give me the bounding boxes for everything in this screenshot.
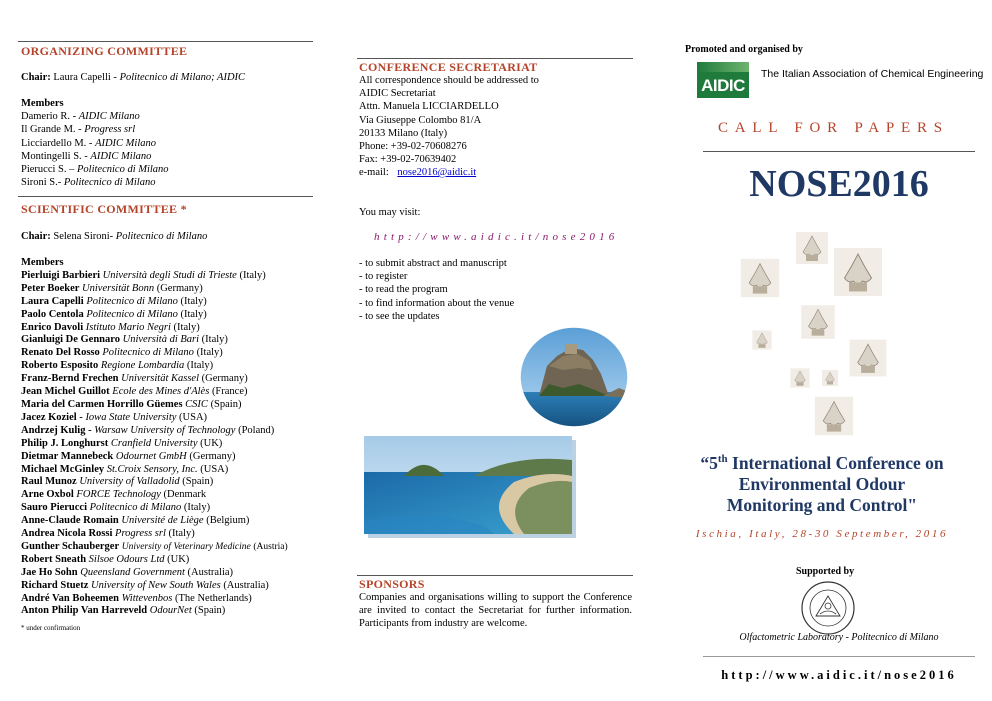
task-item: - to register: [359, 271, 408, 283]
conference-title-line3: Monitoring and Control": [726, 494, 918, 515]
member-affiliation: Politecnico di Milano: [89, 502, 182, 514]
scientific-member: [21, 605, 288, 618]
organizing-member: [21, 137, 169, 150]
scientific-member: [21, 347, 288, 360]
conference-title-line2: Environmental Odour: [738, 473, 906, 494]
secretariat-line: Via Giuseppe Colombo 81/A: [359, 114, 482, 126]
member-country: (Italy): [186, 360, 214, 372]
member-affiliation: St.Croix Sensory, Inc.: [106, 463, 198, 475]
member-affiliation: Iowa State University: [85, 411, 177, 423]
member-country: (USA): [200, 463, 229, 475]
member-name: Gianluigi De Gennaro: [21, 334, 120, 346]
member-name: Richard Stuetz: [21, 579, 89, 591]
secretariat-email: [359, 166, 476, 179]
member-affiliation: OdourNet: [149, 605, 192, 617]
member-affiliation: Universität Bonn: [82, 282, 155, 294]
member-name: Montingelli S. -: [21, 150, 88, 162]
member-name: Peter Boeker: [21, 282, 80, 294]
footnote: * under confirmation: [21, 624, 81, 632]
scientific-member: [21, 541, 288, 554]
member-country: (Australia): [223, 579, 269, 591]
member-affiliation: Progress srl: [84, 124, 136, 136]
members-label: Members: [21, 257, 64, 268]
scientific-member: [21, 334, 288, 347]
chair-name: Laura Capelli -: [53, 72, 117, 83]
member-country: (USA): [179, 411, 208, 423]
member-name: Jean Michel Guillot: [21, 386, 110, 398]
scientific-member: [21, 386, 288, 399]
member-affiliation: Université de Liège: [121, 515, 204, 527]
call-for-papers: CALL FOR PAPERS: [718, 120, 949, 136]
nose-sculpture: [801, 305, 835, 339]
member-country: (Italy): [180, 295, 207, 307]
scientific-member: [21, 515, 288, 528]
scientific-member: [21, 399, 288, 412]
conference-title: [664, 449, 980, 516]
nose-sculpture: [796, 232, 828, 264]
members-label: Members: [21, 98, 64, 109]
promoted-by: Promoted and organised by: [685, 44, 803, 55]
nose-sculpture: [752, 330, 771, 349]
scientific-member: [21, 309, 288, 322]
member-country: (Austria): [253, 541, 288, 552]
scientific-member: [21, 373, 288, 386]
member-affiliation: Politecnico di Milano: [63, 177, 156, 189]
member-affiliation: FORCE Technology: [76, 489, 161, 501]
conference-name: NOSE2016: [749, 163, 929, 205]
member-affiliation: University of Valladolid: [79, 476, 180, 488]
member-name: Sironi S.-: [21, 177, 62, 189]
secretariat-address: [359, 74, 539, 166]
member-name: Philip J. Longhurst: [21, 437, 109, 449]
castle-photo: [519, 326, 629, 428]
member-name: Pierluigi Barbieri: [21, 269, 101, 281]
member-affiliation: Wittevenbos: [121, 592, 173, 604]
scientific-member: [21, 270, 288, 283]
scientific-member: [21, 567, 288, 580]
task-item: - to read the program: [359, 284, 448, 296]
member-country: (Italy): [201, 334, 228, 346]
member-name: Sauro Pierucci: [21, 502, 88, 514]
secretariat-line: All correspondence should be addressed to: [359, 75, 539, 86]
scientific-member: [21, 425, 288, 438]
organizing-member: [21, 123, 169, 136]
location-dates: Ischia, Italy, 28-30 September, 2016: [695, 528, 949, 540]
scientific-members: [21, 257, 288, 618]
nose-sculptures-image: [740, 228, 920, 440]
nose-sculpture: [850, 340, 887, 377]
nose-sculpture: [741, 259, 779, 297]
member-country: (Denmark: [163, 489, 207, 501]
member-affiliation: Regione Lombardia: [100, 360, 185, 372]
task-item: - to see the updates: [359, 310, 440, 322]
member-name: Jae Ho Sohn: [21, 566, 78, 578]
chair-affiliation: Politecnico di Milano: [115, 231, 208, 242]
scientific-member: [21, 451, 288, 464]
scientific-member: [21, 528, 288, 541]
organizing-member: [21, 150, 169, 163]
organizing-member: [21, 163, 169, 176]
member-country: (Spain): [210, 398, 242, 410]
sponsors-title: SPONSORS: [359, 577, 425, 591]
scientific-member: [21, 322, 288, 335]
member-country: (Poland): [238, 424, 275, 436]
secretariat-line: Fax: +39-02-70639402: [359, 154, 457, 166]
member-name: Anton Philip Van Harreveld: [21, 605, 148, 617]
member-country: (Italy): [180, 308, 207, 320]
member-name: Andrzej Kulig -: [21, 424, 92, 436]
scientific-member: [21, 580, 288, 593]
logo-caption: The Italian Association of Chemical Engineering: [761, 68, 984, 80]
nose-sculpture: [822, 370, 838, 386]
member-affiliation: University of New South Wales: [91, 579, 221, 591]
member-name: Raul Munoz: [21, 476, 77, 488]
supported-by: Supported by: [796, 566, 855, 577]
scientific-member: [21, 489, 288, 502]
politecnico-seal: [800, 580, 856, 636]
scientific-member: [21, 593, 288, 606]
member-affiliation: Università degli Studi di Trieste: [102, 269, 237, 281]
member-affiliation: Cranfield University: [110, 437, 198, 449]
divider-scientific: [18, 196, 313, 197]
member-name: Gunther Schauberger: [21, 540, 120, 552]
member-name: Arne Oxbol: [21, 489, 74, 501]
member-affiliation: Warsaw University of Technology: [94, 424, 236, 436]
aidic-logo-text: AIDIC: [701, 76, 745, 95]
nose-sculpture: [790, 368, 809, 387]
member-affiliation: Politecnico di Milano: [86, 308, 178, 320]
scientific-member: [21, 438, 288, 451]
member-country: (Spain): [182, 476, 214, 488]
member-name: Maria del Carmen Horrillo Güemes: [21, 398, 183, 410]
member-affiliation: Progress srl: [115, 528, 166, 540]
chair-name: Selena Sironi-: [53, 231, 114, 242]
secretariat-title: CONFERENCE SECRETARIAT: [359, 60, 538, 74]
visit-label: You may visit:: [359, 207, 421, 218]
olfactometric-lab: Olfactometric Laboratory - Politecnico di Milano: [739, 632, 939, 643]
scientific-member: [21, 464, 288, 477]
member-country: (Germany): [189, 450, 236, 462]
visit-url-link[interactable]: http://www.aidic.it/nose2016: [374, 231, 619, 243]
scientific-member: [21, 296, 288, 309]
organizing-chair: [21, 71, 245, 84]
scientific-committee-title: SCIENTIFIC COMMITTEE *: [21, 202, 187, 216]
secretariat-line: Attn. Manuela LICCIARDELLO: [359, 101, 499, 113]
organizing-members: [21, 97, 169, 189]
member-country: (The Netherlands): [175, 592, 252, 604]
member-name: Laura Capelli: [21, 295, 84, 307]
scientific-member: [21, 360, 288, 373]
organizing-committee-title: ORGANIZING COMMITTEE: [21, 44, 188, 58]
member-affiliation: University of Veterinary Medicine: [121, 541, 251, 552]
divider-footer: [703, 656, 975, 657]
member-country: (Germany): [201, 373, 248, 385]
member-affiliation: Istituto Mario Negri: [85, 321, 171, 333]
scientific-member: [21, 554, 288, 567]
member-country: (UK): [200, 437, 223, 449]
member-country: (Belgium): [206, 515, 250, 527]
member-country: (Italy): [183, 502, 211, 514]
secretariat-line: Phone: +39-02-70608276: [359, 141, 467, 153]
member-affiliation: AIDIC Milano: [95, 137, 157, 149]
member-country: (Italy): [173, 321, 200, 333]
chair-label: Chair:: [21, 72, 51, 83]
member-affiliation: Ecole des Mines d'Alès: [112, 386, 210, 398]
member-affiliation: Silsoe Odours Ltd: [88, 553, 165, 565]
member-name: Paolo Centola: [21, 308, 84, 320]
member-affiliation: Politecnico di Milano: [86, 295, 178, 307]
chair-affiliation: Politecnico di Milano; AIDIC: [119, 72, 246, 83]
scientific-member: [21, 412, 288, 425]
chair-label: Chair:: [21, 231, 51, 242]
nose-sculpture: [815, 397, 853, 435]
member-name: Franz-Bernd Frechen: [21, 373, 119, 385]
member-country: (Italy): [168, 528, 195, 540]
scientific-member: [21, 476, 288, 489]
divider-sponsors: [357, 575, 633, 576]
member-country: (Italy): [196, 347, 223, 359]
bay-photo: [364, 436, 576, 538]
divider-secretariat: [357, 58, 633, 59]
organizing-member: [21, 110, 169, 123]
member-affiliation: Queensland Government: [80, 566, 185, 578]
member-affiliation: AIDIC Milano: [78, 111, 140, 123]
secretariat-line: AIDIC Secretariat: [359, 88, 436, 100]
member-name: Anne-Claude Romain: [21, 515, 119, 527]
member-name: Damerio R. -: [21, 111, 77, 123]
member-name: Licciardello M. -: [21, 137, 93, 149]
member-country: (Spain): [194, 605, 226, 617]
aidic-logo: [697, 62, 749, 98]
member-country: (Australia): [187, 566, 234, 578]
tasks-list: [359, 257, 514, 323]
task-item: - to find information about the venue: [359, 297, 515, 309]
conference-title-prefix: “5: [700, 452, 718, 473]
member-name: Andrea Nicola Rossi: [21, 528, 113, 540]
sponsors-text: Companies and organisations willing to support the Conference are invited to contact the Secretariat for further information. Participants from industry are welcome.: [359, 592, 632, 630]
member-name: Pierucci S. –: [21, 164, 75, 176]
member-name: André Van Boheemen: [21, 592, 120, 604]
member-name: Il Grande M. -: [21, 124, 82, 136]
member-affiliation: Universität Kassel: [121, 373, 199, 385]
member-name: Renato Del Rosso: [21, 347, 100, 359]
member-affiliation: Odournet GmbH: [115, 450, 187, 462]
divider-organizing: [18, 41, 313, 42]
member-name: Michael McGinley: [21, 463, 105, 475]
member-country: (France): [211, 386, 248, 398]
email-link[interactable]: nose2016@aidic.it: [397, 167, 477, 178]
email-label: e-mail:: [359, 167, 389, 178]
secretariat-line: 20133 Milano (Italy): [359, 127, 448, 139]
member-affiliation: CSIC: [185, 398, 208, 410]
member-name: Roberto Esposito: [21, 360, 99, 372]
footer-url-link[interactable]: http://www.aidic.it/nose2016: [721, 668, 957, 682]
organizing-member: [21, 176, 169, 189]
member-affiliation: Politecnico di Milano: [77, 164, 169, 176]
member-affiliation: Università di Bari: [122, 334, 200, 346]
member-name: Jacez Koziel -: [21, 411, 83, 423]
member-country: (Italy): [239, 269, 266, 281]
member-affiliation: Politecnico di Milano: [102, 347, 194, 359]
nose-sculpture: [834, 248, 882, 296]
conference-title-sup: th: [717, 453, 728, 465]
member-name: Enrico Davoli: [21, 321, 84, 333]
member-name: Dietmar Mannebeck: [21, 450, 114, 462]
scientific-chair: [21, 230, 207, 243]
conference-title-line1: International Conference on: [727, 452, 944, 473]
divider-call: [703, 151, 975, 152]
scientific-member: [21, 502, 288, 515]
member-name: Robert Sneath: [21, 553, 87, 565]
member-affiliation: AIDIC Milano: [90, 150, 152, 162]
scientific-member: [21, 283, 288, 296]
member-country: (UK): [167, 553, 190, 565]
member-country: (Germany): [156, 282, 203, 294]
task-item: - to submit abstract and manuscript: [359, 258, 507, 269]
